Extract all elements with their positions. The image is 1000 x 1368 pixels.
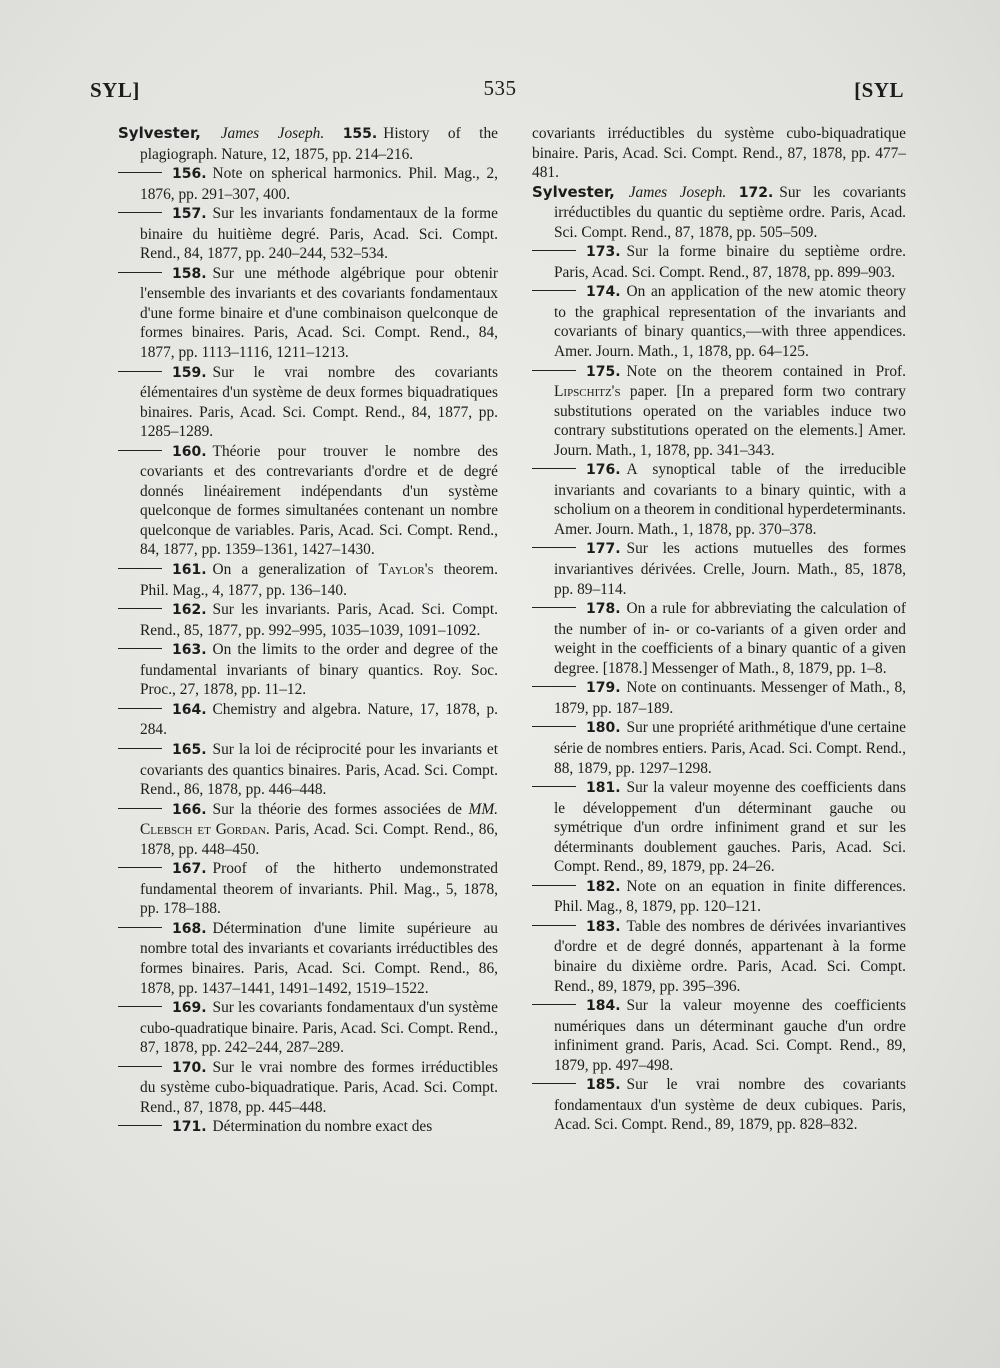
bibliography-entry	[118, 640, 498, 700]
ditto-rule	[118, 450, 162, 451]
bibliography-entry	[118, 700, 498, 740]
entry-number: 169.	[172, 1000, 207, 1017]
entry-number: 174.	[586, 284, 621, 301]
ditto-rule	[118, 212, 162, 213]
entry-text: Note on spherical harmonics. Phil. Mag., 2, 1876, pp. 291–307, 400.	[140, 165, 498, 203]
bibliography-entry	[532, 282, 906, 361]
bibliography-entry	[118, 1117, 498, 1138]
entry-text: Table des nombres de dérivées invariantives d'ordre et de degré donnés, appartenant à la forme binaire du dixième ordre. Paris, Acad. Sci. Compt. Rend., 89, 1879, pp. 395–396.	[554, 917, 906, 995]
entry-number: 163.	[172, 642, 207, 659]
ditto-rule	[532, 468, 576, 469]
page-number: 535	[483, 76, 517, 100]
ditto-rule	[532, 726, 576, 727]
entry-text: Détermination d'une limite supérieure au nombre total des invariants et covariants irréductibles des formes binaires. Paris, Acad. Sci. Compt. Rend., 86, 1878, pp. 1437–1441, 1491–1492, 1519–1522.	[140, 919, 498, 997]
bibliography-entry	[118, 800, 498, 860]
bibliography-entry	[118, 998, 498, 1058]
entry-text: covariants irréductibles du système cubo-biquadratique binaire. Paris, Acad. Sci. Compt. Rend., 87, 1878, pp. 477–481.	[532, 125, 906, 182]
entry-text: A synoptical table of the irreducible invariants and covariants to a binary quintic, with a scholium on a theorem in conditional hyperdeterminants. Amer. Journ. Math., 1, 1878, pp. 370–378.	[554, 461, 906, 538]
entry-text: Théorie pour trouver le nombre des covariants et des contrevariants d'ordre et de degré donnés linéairement indépendants d'un système quelconque de formes simultanées contenant un nombre quelconque de variables. Paris, Acad. Sci. Compt. Rend., 84, 1877, pp. 1359–1361, 1427–1430.	[140, 442, 498, 559]
bibliography-entry	[532, 778, 906, 877]
ditto-rule	[118, 272, 162, 273]
entry-text: On an application of the new atomic theory to the graphical representation of the invariants and covariants of binary quantics,—with three appendices. Amer. Journ. Math., 1, 1878, pp. 64–125.	[554, 283, 906, 361]
entry-text: Sur une propriété arithmétique d'une certaine série de nombres entiers. Paris, Acad. Sci. Compt. Rend., 88, 1879, pp. 1297–1298.	[554, 719, 906, 777]
bibliography-entry	[118, 740, 498, 800]
entry-number: 183.	[586, 918, 621, 935]
entry-small-caps: Clebsch et Gordan.	[140, 821, 270, 839]
ditto-rule	[532, 250, 576, 251]
right-column	[532, 124, 906, 1135]
ditto-rule	[532, 885, 576, 886]
entry-number: 180.	[586, 720, 621, 737]
entry-text: Sur les invariants. Paris, Acad. Sci. Compt. Rend., 85, 1877, pp. 992–995, 1035–1039, 1091–1092.	[140, 601, 498, 639]
bibliography-entry	[118, 1058, 498, 1118]
running-head-left: SYL]	[90, 78, 140, 102]
entry-number: 172.	[738, 184, 774, 201]
entry-text: On a generalization of	[212, 561, 379, 579]
entry-text: Sur les invariants fondamentaux de la forme binaire du huitième degré. Paris, Acad. Sci. Compt. Rend., 84, 1877, pp. 240–244, 532–534.	[140, 205, 498, 263]
entry-text: Détermination du nombre exact des	[212, 1118, 433, 1136]
ditto-rule	[118, 867, 162, 868]
entry-number: 170.	[172, 1059, 207, 1076]
ditto-rule	[118, 808, 162, 809]
entry-text: Sur les actions mutuelles des formes invariantives dérivées. Crelle, Journ. Math., 85, 1878, pp. 89–114.	[554, 540, 906, 598]
ditto-rule	[532, 686, 576, 687]
entry-text: paper. [In a prepared form two contrary substitutions operated on the variables induce two contrary substitutions operated on the elements.] Amer. Journ. Math., 1, 1878, pp. 341–343.	[554, 383, 906, 459]
entry-number: 178.	[586, 601, 621, 618]
entry-text: Sur la valeur moyenne des coefficients dans le développement d'un déterminant gauche ou symétrique d'un ordre infiniment grand et sur les déterminants doublement gauches. Paris, Acad. Sci. Compt. Rend., 89, 1879, pp. 24–26.	[554, 779, 906, 876]
entry-number: 158.	[172, 265, 207, 282]
ditto-rule	[118, 608, 162, 609]
entry-text: Paris, Acad. Sci. Compt. Rend., 86, 1878, pp. 448–450.	[140, 821, 498, 858]
entry-text: Sur une méthode algébrique pour obtenir l'ensemble des invariants et des covariants fondamentaux d'une forme binaire et d'une combinaison quelconque de formes binaires. Paris, Acad. Sci. Compt. Rend., 84, 1877, pp. 1113–1116, 1211–1213.	[140, 264, 498, 362]
entry-number: 159.	[172, 364, 207, 381]
ditto-rule	[532, 1004, 576, 1005]
bibliography-entry	[532, 362, 906, 461]
bibliography-entry	[532, 678, 906, 718]
ditto-rule	[118, 371, 162, 372]
entry-text: theorem. Phil. Mag., 4, 1877, pp. 136–140.	[140, 561, 498, 599]
entry-text: Sur le vrai nombre des formes irréductibles du système cubo-biquadratique. Paris, Acad. Sci. Compt. Rend., 87, 1878, pp. 445–448.	[140, 1058, 498, 1116]
ditto-rule	[118, 1006, 162, 1007]
ditto-rule	[532, 607, 576, 608]
entry-text: History of the plagiograph. Nature, 12, 1875, pp. 214–216.	[140, 125, 498, 163]
bibliography-entry	[532, 124, 906, 183]
entry-text: Sur les covariants irréductibles du quantic du septième ordre. Paris, Acad. Sci. Compt. Rend., 87, 1878, pp. 505–509.	[554, 183, 906, 241]
entry-number: 156.	[172, 166, 207, 183]
entry-text: Sur la valeur moyenne des coefficients numériques dans un déterminant gauche d'un ordre infiniment grand. Paris, Acad. Sci. Compt. Rend., 89, 1879, pp. 497–498.	[554, 997, 906, 1074]
entry-number: 179.	[586, 680, 621, 697]
entry-number: 160.	[172, 443, 207, 460]
ditto-rule	[118, 172, 162, 173]
bibliography-entry	[118, 600, 498, 640]
entry-number: 155.	[342, 126, 378, 142]
bibliography-entry	[118, 124, 498, 164]
ditto-rule	[118, 648, 162, 649]
bibliography-entry	[532, 599, 906, 678]
bibliography-entry	[118, 859, 498, 919]
bibliography-entry	[532, 718, 906, 778]
ditto-rule	[118, 927, 162, 928]
ditto-rule	[532, 370, 576, 371]
entry-number: 166.	[172, 801, 207, 818]
entry-number: 177.	[586, 541, 621, 558]
entry-text: On the limits to the order and degree of the fundamental invariants of binary quantics. Roy. Soc. Proc., 27, 1878, pp. 11–12.	[140, 641, 498, 699]
ditto-rule	[118, 1066, 162, 1067]
entry-number: 161.	[172, 562, 207, 579]
entry-text: Sur les covariants fondamentaux d'un système cubo-quadratique binaire. Paris, Acad. Sci. Compt. Rend., 87, 1878, pp. 242–244, 287–289.	[140, 999, 498, 1057]
entry-text: Sur la théorie des formes associées de	[212, 800, 469, 818]
bibliography-entry	[532, 183, 906, 243]
entry-number: 164.	[172, 701, 207, 718]
bibliography-entry	[118, 363, 498, 442]
ditto-rule	[532, 925, 576, 926]
left-column	[118, 124, 498, 1138]
entry-small-caps: Taylor's	[378, 561, 434, 579]
bibliography-entry	[118, 442, 498, 560]
entry-number: 165.	[172, 741, 207, 758]
bibliography-entry	[532, 242, 906, 282]
entry-number: 181.	[586, 780, 621, 797]
bibliography-entry	[118, 560, 498, 600]
author-name: Sylvester,	[118, 124, 221, 142]
bibliography-entry	[118, 204, 498, 264]
bibliography-entry	[532, 539, 906, 599]
ditto-rule	[118, 1125, 162, 1126]
entry-text: Sur la forme binaire du septième ordre. Paris, Acad. Sci. Compt. Rend., 87, 1878, pp. 899–903.	[554, 243, 906, 281]
bibliography-entry	[532, 917, 906, 996]
entry-number: 175.	[586, 363, 621, 380]
bibliography-entry	[532, 996, 906, 1075]
entry-number: 162.	[172, 602, 207, 619]
entry-text: Note on continuants. Messenger of Math., 8, 1879, pp. 187–189.	[554, 679, 906, 717]
entry-text: Sur le vrai nombre des covariants élémentaires d'un système de deux formes biquadratiques binaires. Paris, Acad. Sci. Compt. Rend., 84, 1877, pp. 1285–1289.	[140, 363, 498, 441]
ditto-rule	[118, 708, 162, 709]
author-given-name: James Joseph.	[220, 125, 343, 142]
bibliography-entry	[118, 264, 498, 363]
running-head-right: [SYL	[854, 78, 904, 102]
entry-number: 167.	[172, 861, 207, 878]
entry-text: Sur le vrai nombre des covariants fondamentaux d'un système de deux cubiques. Paris, Acad. Sci. Compt. Rend., 89, 1879, pp. 828–832.	[554, 1076, 906, 1134]
entry-number: 157.	[172, 206, 207, 223]
entry-text: Proof of the hitherto undemonstrated fundamental theorem of invariants. Phil. Mag., 5, 1878, pp. 178–188.	[140, 860, 498, 918]
bibliography-entry	[532, 460, 906, 539]
entry-text: On a rule for abbreviating the calculation of the number of in- or co-variants of a given order and weight in the coefficients of a binary quantic of a given degree. [1878.] Messenger of Math., 8, 1879, pp. 1–8.	[554, 600, 906, 677]
entry-text: Note on the theorem contained in Prof.	[626, 362, 906, 380]
entry-number: 176.	[586, 462, 621, 479]
bibliography-entry	[118, 164, 498, 204]
ditto-rule	[532, 547, 576, 548]
entry-number: 185.	[586, 1077, 621, 1094]
entry-number: 171.	[172, 1119, 207, 1136]
entry-number: 173.	[586, 244, 621, 261]
ditto-rule	[532, 1083, 576, 1084]
author-name: Sylvester,	[532, 182, 629, 201]
entry-number: 182.	[586, 878, 621, 895]
entry-text: Note on an equation in finite differences. Phil. Mag., 8, 1879, pp. 120–121.	[554, 877, 906, 916]
bibliography-entry	[118, 919, 498, 998]
entry-text: Chemistry and algebra. Nature, 17, 1878, p. 284.	[140, 700, 498, 739]
entry-text: Sur la loi de réciprocité pour les invariants et covariants des quantics binaires. Paris, Acad. Sci. Compt. Rend., 86, 1878, pp. 446–448.	[140, 740, 498, 799]
bibliography-entry	[532, 877, 906, 917]
ditto-rule	[532, 786, 576, 787]
ditto-rule	[118, 748, 162, 749]
entry-small-caps: Lipschitz's	[554, 383, 621, 401]
entry-number: 184.	[586, 998, 621, 1015]
ditto-rule	[118, 568, 162, 569]
bibliography-entry	[532, 1075, 906, 1135]
author-given-name: James Joseph.	[628, 183, 739, 201]
ditto-rule	[532, 290, 576, 291]
entry-italic: MM.	[468, 800, 498, 818]
entry-number: 168.	[172, 920, 207, 937]
